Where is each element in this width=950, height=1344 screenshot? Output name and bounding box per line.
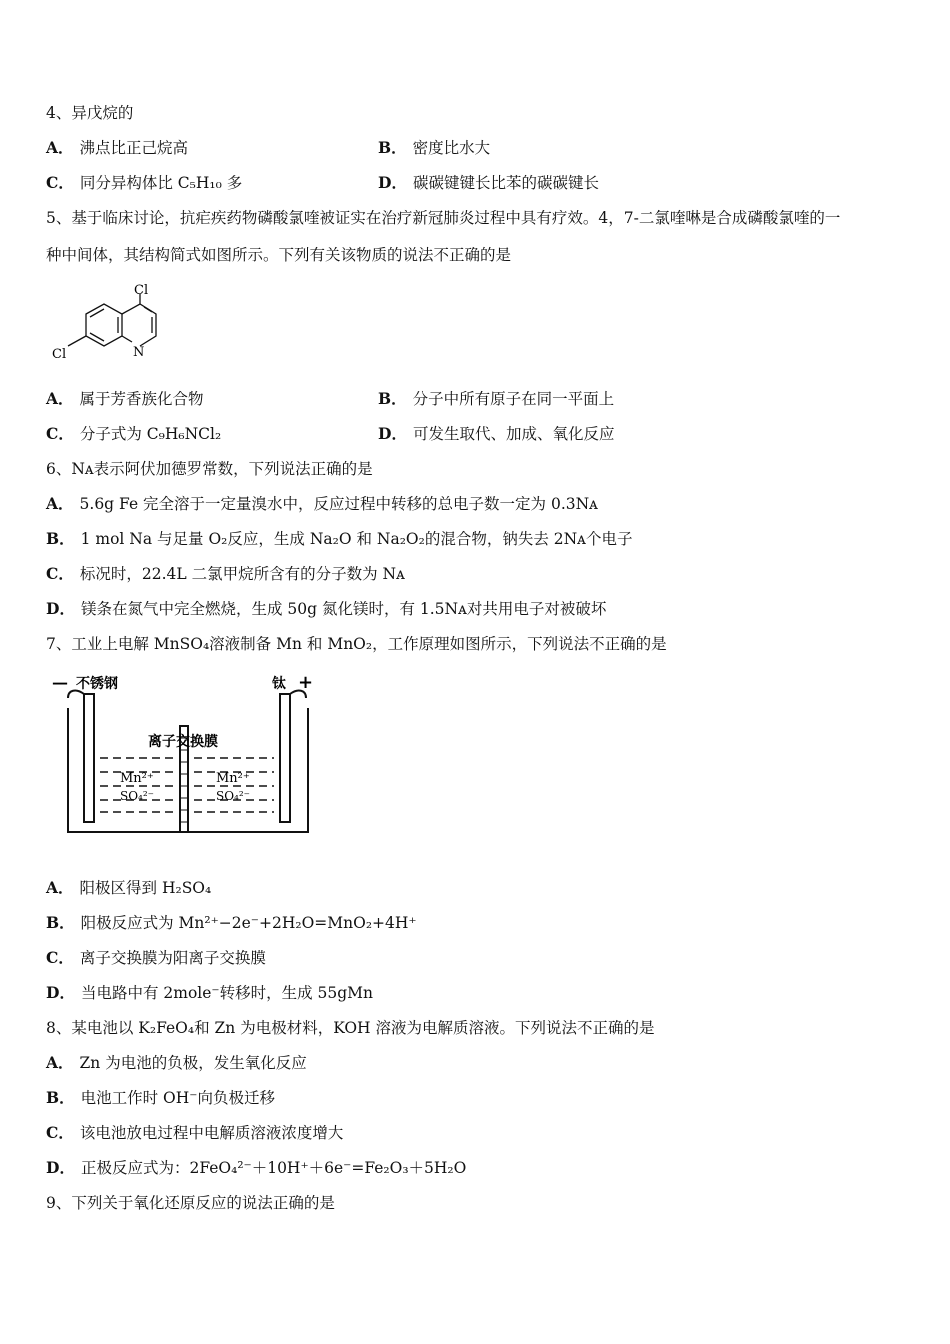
option-text: 当电路中有 2mole⁻转移时，生成 55gMn <box>80 984 374 1002</box>
option-text: Zn 为电池的负极，发生氧化反应 <box>79 1054 307 1072</box>
q5-stem-line2: 种中间体，其结构简式如图所示。下列有关该物质的说法不正确的是 <box>46 246 512 264</box>
membrane-label: 离子交换膜 <box>148 734 218 750</box>
option-letter: D． <box>46 1158 75 1177</box>
q4-stem: 4、异戊烷的 <box>46 104 134 122</box>
mn-ion-left: Mn²⁺ <box>120 771 154 786</box>
option-letter: D． <box>46 599 75 618</box>
q5-option-c <box>46 423 221 445</box>
option-letter: A． <box>46 494 74 513</box>
option-text: 5.6g Fe 完全溶于一定量溴水中，反应过程中转移的总电子数一定为 0.3Nᴀ <box>79 495 598 513</box>
n-label: N <box>133 345 145 360</box>
q4-option-c <box>46 172 242 194</box>
q4-option-b <box>378 137 490 159</box>
dichloroquinoline-structure <box>48 282 168 372</box>
q7-option-a <box>46 877 211 899</box>
left-electrode-label: 不锈钢 <box>76 676 118 692</box>
q6-option-c <box>46 563 405 585</box>
option-letter: B． <box>378 389 407 408</box>
q6-option-a <box>46 493 598 515</box>
mn-ion-right: Mn²⁺ <box>216 771 250 786</box>
q7-option-c <box>46 947 266 969</box>
option-letter: C． <box>46 948 74 967</box>
option-text: 沸点比正己烷高 <box>79 139 189 157</box>
option-letter: C． <box>46 424 74 443</box>
option-text: 正极反应式为：2FeO₄²⁻＋10H⁺＋6e⁻=Fe₂O₃＋5H₂O <box>80 1159 467 1177</box>
q5-option-b <box>378 388 614 410</box>
option-text: 标况时，22.4L 二氯甲烷所含有的分子数为 Nᴀ <box>79 565 405 583</box>
option-text: 阳极区得到 H₂SO₄ <box>79 879 212 897</box>
option-letter: B． <box>46 913 75 932</box>
option-letter: B． <box>378 138 407 157</box>
q5-option-d <box>378 423 614 445</box>
q9-stem: 9、下列关于氧化还原反应的说法正确的是 <box>46 1194 335 1212</box>
option-letter: D． <box>378 173 407 192</box>
q8-option-a <box>46 1052 307 1074</box>
q8-option-d <box>46 1157 466 1179</box>
q7-option-b <box>46 912 417 934</box>
option-letter: C． <box>46 1123 74 1142</box>
option-letter: A． <box>46 1053 74 1072</box>
option-text: 密度比水大 <box>412 139 491 157</box>
option-text: 该电池放电过程中电解质溶液浓度增大 <box>79 1124 344 1142</box>
option-text: 可发生取代、加成、氧化反应 <box>412 425 615 443</box>
option-letter: B． <box>46 529 75 548</box>
option-text: 同分异构体比 C₅H₁₀ 多 <box>79 174 243 192</box>
option-letter: A． <box>46 389 74 408</box>
q6-stem: 6、Nᴀ表示阿伏加德罗常数，下列说法正确的是 <box>46 460 373 478</box>
option-text: 镁条在氮气中完全燃烧，生成 50g 氮化镁时，有 1.5Nᴀ对共用电子对被破坏 <box>80 600 607 618</box>
option-letter: A． <box>46 138 74 157</box>
cl-left-label: Cl <box>52 347 67 362</box>
q8-option-b <box>46 1087 275 1109</box>
option-text: 离子交换膜为阳离子交换膜 <box>79 949 266 967</box>
option-text: 分子式为 C₉H₆NCl₂ <box>79 425 222 443</box>
cl-top-label: Cl <box>134 283 149 298</box>
q7-stem: 7、工业上电解 MnSO₄溶液制备 Mn 和 MnO₂，工作原理如图所示，下列说法不正确的是 <box>46 635 667 653</box>
option-text: 碳碳键键长比苯的碳碳键长 <box>412 174 599 192</box>
option-letter: D． <box>378 424 407 443</box>
right-electrode-label: 钛 <box>272 676 286 692</box>
option-text: 1 mol Na 与足量 O₂反应，生成 Na₂O 和 Na₂O₂的混合物，钠失去 2Nᴀ个电子 <box>80 530 633 548</box>
q5-option-a <box>46 388 204 410</box>
q4-option-a <box>46 137 188 159</box>
so4-ion-right: SO₄²⁻ <box>216 789 251 803</box>
option-text: 阳极反应式为 Mn²⁺−2e⁻+2H₂O=MnO₂+4H⁺ <box>80 914 417 932</box>
minus-sign: — <box>52 673 68 692</box>
option-letter: C． <box>46 564 74 583</box>
q6-option-b <box>46 528 632 550</box>
option-letter: D． <box>46 983 75 1002</box>
q5-stem-line1: 5、基于临床讨论，抗疟疾药物磷酸氯喹被证实在治疗新冠肺炎过程中具有疗效。4，7-二氯喹啉是合成磷酸氯喹的一 <box>46 209 841 227</box>
option-letter: A． <box>46 878 74 897</box>
q6-option-d <box>46 598 606 620</box>
option-text: 属于芳香族化合物 <box>79 390 204 408</box>
q8-stem: 8、某电池以 K₂FeO₄和 Zn 为电极材料，KOH 溶液为电解质溶液。下列说法不正确的是 <box>46 1019 655 1037</box>
option-text: 分子中所有原子在同一平面上 <box>412 390 615 408</box>
option-letter: B． <box>46 1088 75 1107</box>
q4-option-d <box>378 172 599 194</box>
plus-sign: + <box>298 672 314 693</box>
q7-option-d <box>46 982 373 1004</box>
option-text: 电池工作时 OH⁻向负极迁移 <box>80 1089 275 1107</box>
q8-option-c <box>46 1122 343 1144</box>
electrolysis-cell-diagram <box>50 668 330 838</box>
option-letter: C． <box>46 173 74 192</box>
so4-ion-left: SO₄²⁻ <box>120 789 155 803</box>
